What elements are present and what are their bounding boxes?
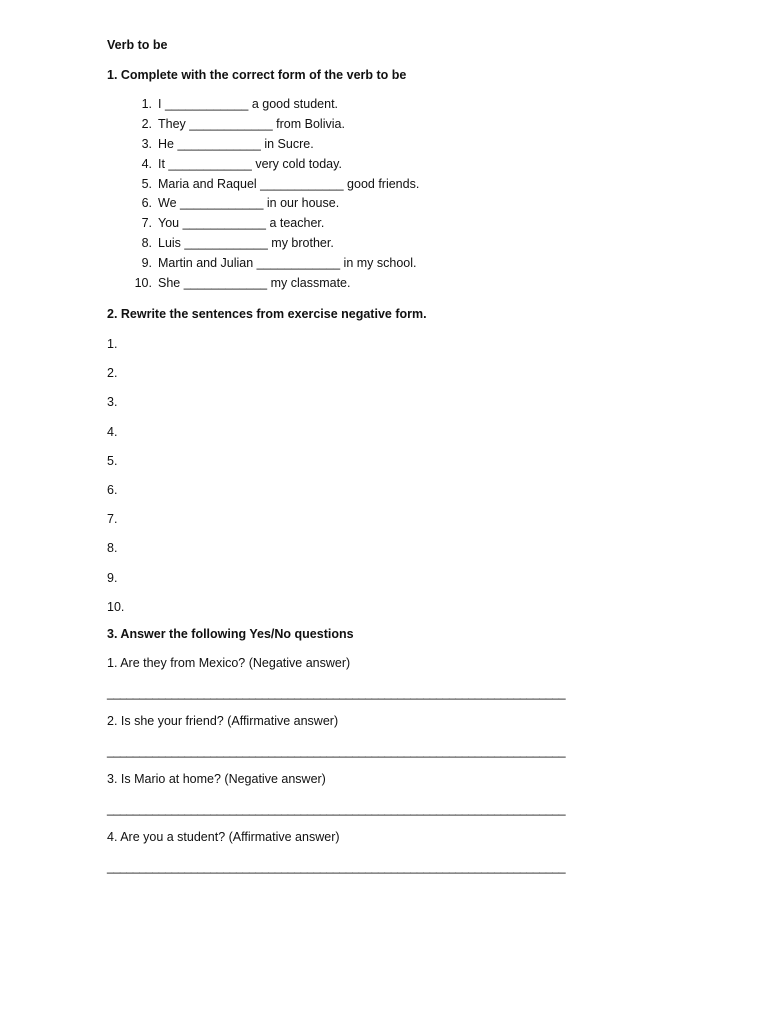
item-text: It ____________ very cold today.	[158, 156, 342, 171]
section2-list	[107, 336, 124, 628]
item-number: 1.	[141, 97, 152, 111]
list-item: 1.	[107, 337, 118, 351]
list-item: 10.	[107, 599, 125, 614]
list-item: 5.	[107, 453, 118, 468]
question-text: 4. Are you a student? (Affirmative answer)	[107, 830, 340, 844]
item-number: 9.	[141, 256, 152, 271]
list-item: 9.	[107, 570, 118, 585]
item-number: 5.	[141, 176, 152, 191]
item-text: You ____________ a teacher.	[158, 216, 325, 231]
item-text: She ____________ my classmate.	[158, 276, 351, 291]
list-item: 8.	[107, 541, 118, 556]
list-item	[120, 176, 540, 196]
list-item	[120, 116, 540, 136]
worksheet-title: Verb to be	[107, 38, 168, 52]
answer-line[interactable]: _______________________________________________________________________	[107, 860, 566, 874]
list-item	[120, 235, 540, 255]
list-item	[120, 156, 540, 176]
list-item: 3.	[107, 395, 118, 410]
list-item: 7.	[107, 512, 118, 527]
section1-heading: 1. Complete with the correct form of the verb to be	[107, 68, 407, 82]
answer-line[interactable]: _______________________________________________________________________	[107, 744, 566, 758]
item-number: 3.	[141, 136, 152, 151]
item-number: 10.	[134, 276, 152, 291]
section3-heading: 3. Answer the following Yes/No questions	[107, 627, 354, 641]
item-text: They ____________ from Bolivia.	[158, 116, 345, 131]
item-number: 8.	[141, 236, 152, 251]
item-number: 4.	[141, 156, 152, 171]
list-item	[120, 136, 540, 156]
item-text: We ____________ in our house.	[158, 196, 340, 211]
list-item	[120, 275, 540, 295]
list-item	[120, 215, 540, 235]
item-number: 2.	[141, 116, 152, 131]
list-item	[120, 96, 540, 116]
answer-line[interactable]: _______________________________________________________________________	[107, 802, 566, 816]
item-number: 6.	[141, 196, 152, 211]
list-item	[120, 195, 540, 215]
item-text: Luis ____________ my brother.	[158, 236, 334, 251]
item-text: Maria and Raquel ____________ good friends.	[158, 176, 420, 191]
answer-line[interactable]: _______________________________________________________________________	[107, 686, 566, 700]
section2-heading: 2. Rewrite the sentences from exercise negative form.	[107, 307, 427, 321]
item-number: 7.	[141, 216, 152, 231]
section1-list	[120, 96, 540, 295]
list-item	[120, 255, 540, 275]
question-text: 3. Is Mario at home? (Negative answer)	[107, 772, 326, 786]
item-text: Martin and Julian ____________ in my school.	[158, 256, 417, 271]
question-text: 2. Is she your friend? (Affirmative answer)	[107, 714, 339, 728]
list-item: 4.	[107, 424, 118, 439]
question-text: 1. Are they from Mexico? (Negative answer)	[107, 656, 351, 670]
list-item: 2.	[107, 366, 118, 381]
item-text: He ____________ in Sucre.	[158, 136, 314, 151]
list-item: 6.	[107, 482, 118, 497]
item-text: I ____________ a good student.	[158, 97, 339, 111]
